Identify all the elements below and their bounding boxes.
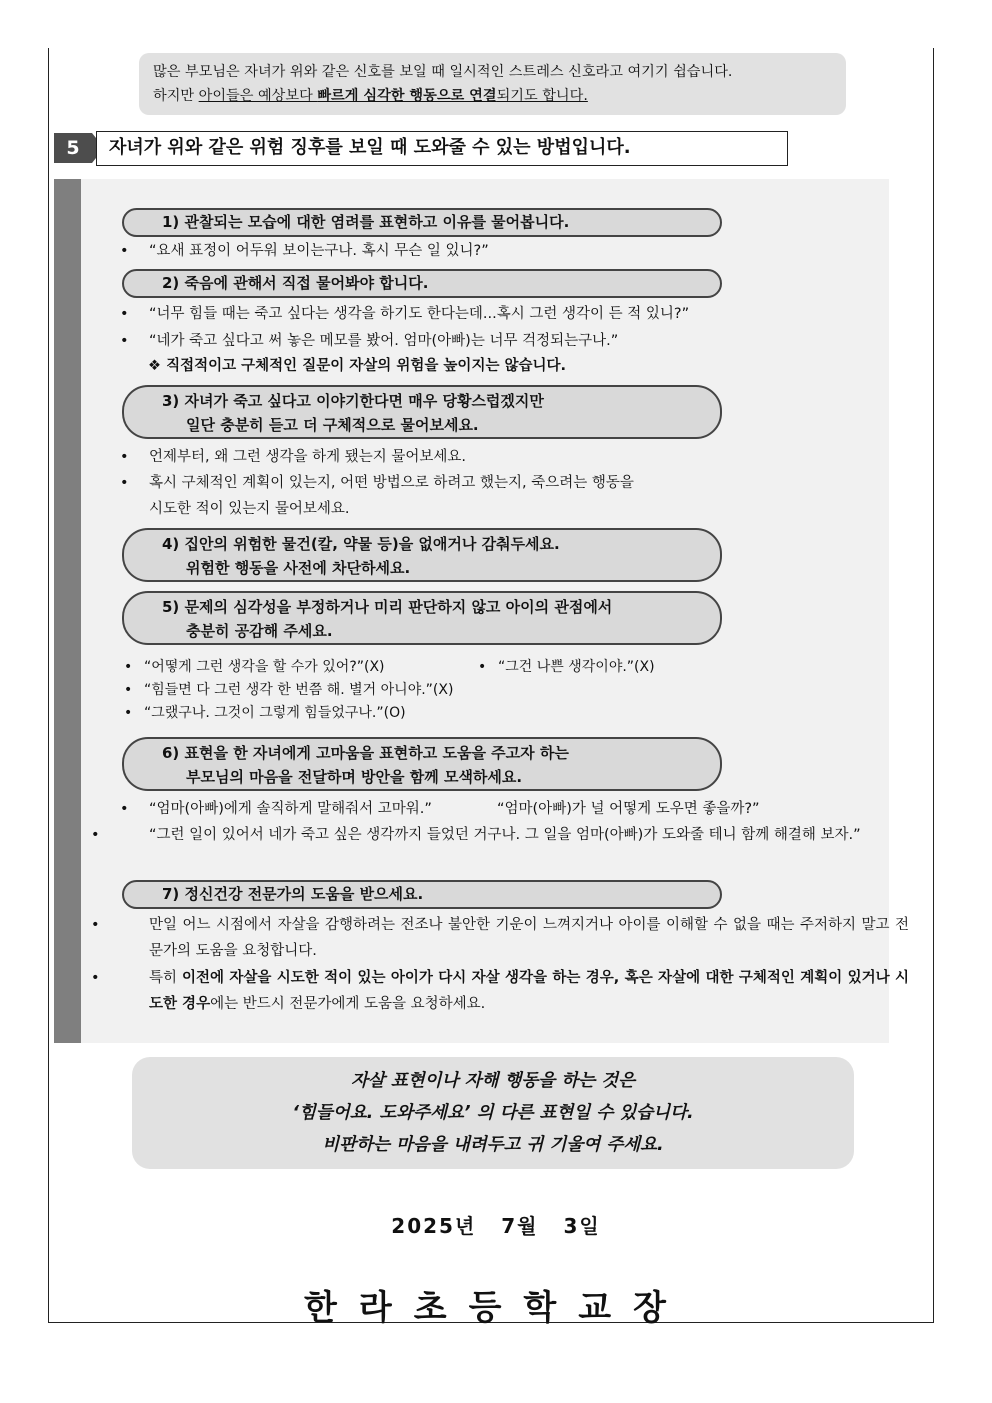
bullet-icon: •	[120, 801, 129, 817]
intro-line-2-underlined	[199, 88, 588, 104]
callout-box	[132, 1057, 854, 1169]
item-4-title	[122, 528, 722, 582]
item-2-bullet-2	[120, 328, 618, 354]
bullet-icon: •	[120, 333, 129, 349]
item-2-note	[148, 354, 566, 378]
item-2-bullet-2-text: “네가 죽고 싶다고 써 놓은 메모를 봤어. 엄마(아빠)는 너무 걱정되는구나.”	[149, 333, 619, 349]
item-6-title	[122, 737, 722, 791]
issue-date	[0, 1210, 992, 1239]
item-4-title-line-2: 위험한 행동을 사전에 차단하세요.	[186, 559, 411, 577]
intro-bold: 빠르게 심각한 행동으로 연결	[317, 88, 497, 104]
item-2-bullet-1	[120, 301, 689, 327]
item-7-bullet-2-post: 에는 반드시 전문가에게 도움을 요청하세요.	[210, 996, 486, 1012]
item-5-bullet-1-text: “어떻게 그런 생각을 할 수가 있어?”(X)	[144, 659, 385, 675]
item-7-title: 7) 정신건강 전문가의 도움을 받으세요.	[122, 880, 722, 909]
item-1-title: 1) 관찰되는 모습에 대한 염려를 표현하고 이유를 물어봅니다.	[122, 208, 722, 237]
item-3-title-line-2: 일단 충분히 듣고 더 구체적으로 물어보세요.	[186, 416, 479, 434]
date-month: 7월	[501, 1214, 539, 1238]
item-5-bullet-1b	[478, 656, 655, 678]
item-6-title-line-1: 6) 표현을 한 자녀에게 고마움을 표현하고 도움을 주고자 하는	[162, 744, 569, 762]
diamond-icon: ❖	[148, 358, 161, 374]
item-6-bullet-1	[120, 796, 432, 822]
item-5-bullet-1b-text: “그건 나쁜 생각이야.”(X)	[498, 659, 655, 675]
bullet-icon: •	[124, 705, 133, 721]
item-3-bullet-2	[120, 470, 634, 522]
item-3-bullet-2-text-a: 혹시 구체적인 계획이 있는지, 어떤 방법으로 하려고 했는지, 죽으려는 행동을	[149, 475, 634, 491]
item-3-title	[122, 385, 722, 439]
item-3-bullet-1-text: 언제부터, 왜 그런 생각을 하게 됐는지 물어보세요.	[149, 449, 467, 465]
item-5-title-line-1: 5) 문제의 심각성을 부정하거나 미리 판단하지 않고 아이의 관점에서	[162, 598, 613, 616]
bullet-icon: •	[124, 682, 133, 698]
section-number: 5	[54, 133, 92, 163]
intro-line-2	[153, 84, 832, 108]
item-6-bullet-2-text: “그런 일이 있어서 네가 죽고 싶은 생각까지 들었던 거구나. 그 일을 엄마(아빠)가 도와줄 테니 함께 해결해 보자.”	[149, 827, 861, 843]
bullet-icon: •	[120, 306, 129, 322]
item-5-bullet-3	[124, 702, 406, 724]
bullet-icon: •	[120, 475, 129, 491]
item-7-bullet-2-pre: 특히	[149, 970, 182, 986]
item-3-bullet-1	[120, 444, 466, 470]
school-principal: 한라초등학교장	[304, 1288, 688, 1328]
item-2-bullet-1-text: “너무 힘들 때는 죽고 싶다는 생각을 하기도 한다는데...혹시 그런 생각이 든 적 있니?”	[149, 306, 690, 322]
bullet-icon: •	[120, 243, 129, 259]
callout-line-1: 자살 표현이나 자해 행동을 하는 것은	[350, 1071, 636, 1091]
bullet-icon: •	[124, 659, 133, 675]
section-title: 자녀가 위와 같은 위험 징후를 보일 때 도와줄 수 있는 방법입니다.	[96, 131, 788, 166]
item-2-note-text: 직접적이고 구체적인 질문이 자살의 위험을 높이지는 않습니다.	[166, 358, 567, 374]
intro-box	[139, 53, 846, 115]
item-7-bullet-1	[91, 912, 909, 964]
date-day: 3일	[563, 1214, 601, 1238]
item-7-bullet-2-bold: 이전에 자살을 시도한 적이 있는 아이가 다시 자살 생각을 하는 경우, 혹은 자살에 대한 구체적인 계획이 있거나 시도한 경우	[149, 970, 910, 1012]
item-5-title-line-2: 충분히 공감해 주세요.	[186, 622, 333, 640]
item-6-bullet-1b	[497, 796, 760, 822]
bullet-icon: •	[120, 449, 129, 465]
bullet-icon: •	[91, 917, 100, 933]
item-3-title-line-1: 3) 자녀가 죽고 싶다고 이야기한다면 매우 당황스럽겠지만	[162, 392, 544, 410]
bullet-icon: •	[478, 659, 487, 675]
item-5-bullet-3-text: “그랬구나. 그것이 그렇게 힘들었구나.”(O)	[144, 705, 406, 721]
item-6-bullet-2	[91, 822, 909, 848]
item-6-bullet-1-text: “엄마(아빠)에게 솔직하게 말해줘서 고마워.”	[149, 801, 432, 817]
panel-side-bar	[54, 179, 81, 1043]
intro-line-1: 많은 부모님은 자녀가 위와 같은 신호를 보일 때 일시적인 스트레스 신호라고 여기기 쉽습니다.	[153, 64, 733, 80]
item-1-bullet-1-text: “요새 표정이 어두워 보이는구나. 혹시 무슨 일 있니?”	[149, 243, 489, 259]
item-2-title: 2) 죽음에 관해서 직접 물어봐야 합니다.	[122, 269, 722, 298]
item-5-bullet-2-text: “힘들면 다 그런 생각 한 번쯤 해. 별거 아니야.”(X)	[144, 682, 454, 698]
date-year: 2025년	[391, 1214, 477, 1238]
intro-u2: 되기도 합니다.	[496, 88, 588, 104]
item-6-title-line-2: 부모님의 마음을 전달하며 방안을 함께 모색하세요.	[186, 768, 523, 786]
item-7-bullet-2	[91, 965, 910, 1017]
item-1-bullet-1	[120, 238, 489, 264]
bullet-icon: •	[91, 970, 100, 986]
callout-line-3: 비판하는 마음을 내려두고 귀 기울여 주세요.	[322, 1135, 664, 1155]
intro-u1: 아이들은 예상보다	[198, 88, 318, 104]
item-3-bullet-2-text-b: 시도한 적이 있는지 물어보세요.	[149, 501, 350, 517]
bullet-icon: •	[91, 827, 100, 843]
item-7-bullet-1-text: 만일 어느 시점에서 자살을 감행하려는 전조나 불안한 기운이 느껴지거나 아이를 이해할 수 없을 때는 주저하지 말고 전문가의 도움을 요청합니다.	[149, 917, 909, 959]
item-5-bullet-2	[124, 679, 453, 701]
callout-line-2: ‘힘들어요. 도와주세요’ 의 다른 표현일 수 있습니다.	[292, 1103, 694, 1123]
intro-line-2-pre: 하지만	[153, 88, 199, 104]
item-6-bullet-1b-text: “엄마(아빠)가 널 어떻게 도우면 좋을까?”	[497, 801, 760, 817]
item-5-bullet-1	[124, 656, 385, 678]
item-5-title	[122, 591, 722, 645]
item-4-title-line-1: 4) 집안의 위험한 물건(칼, 약물 등)을 없애거나 감춰두세요.	[162, 535, 560, 553]
